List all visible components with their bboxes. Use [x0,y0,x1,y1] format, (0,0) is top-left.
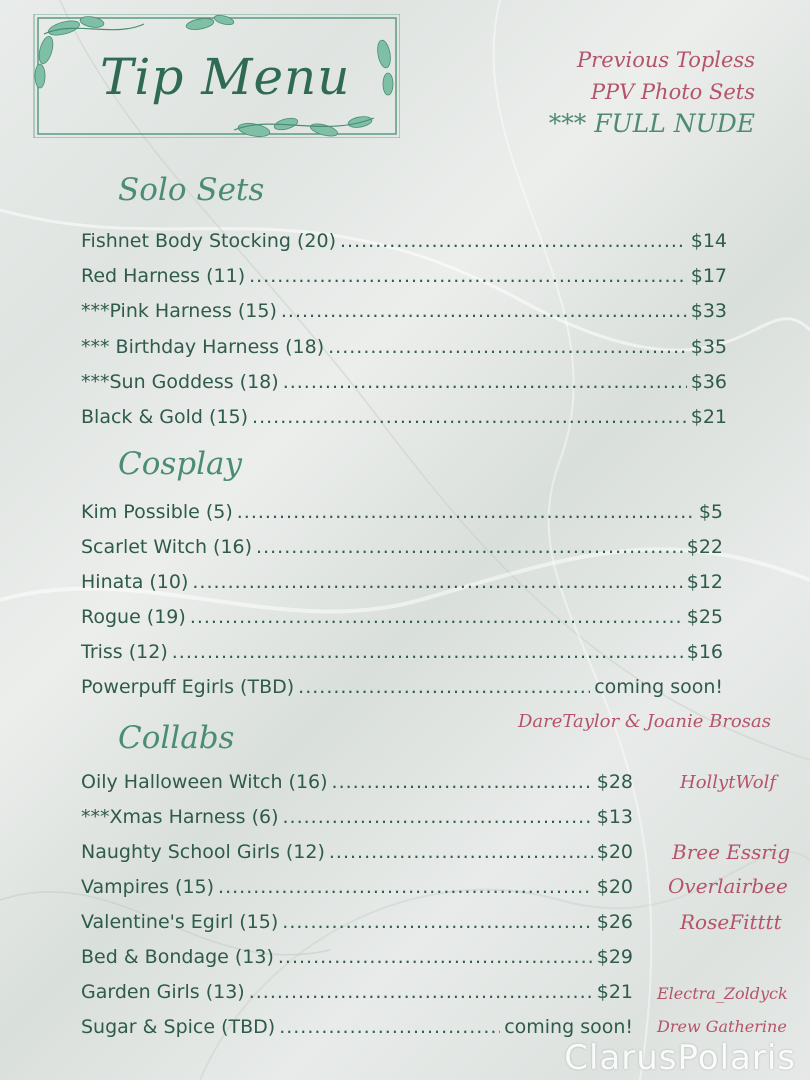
menu-item-row [81,265,727,287]
item-name: Red Harness (11) [81,265,246,287]
collab-partner-name: DareTaylor & Joanie Brosas [518,711,771,732]
item-name: Oily Halloween Witch (16) [81,771,328,793]
menu-item-row [81,641,723,663]
item-price: $25 [686,606,723,628]
dot-leader [283,806,593,828]
dot-leader [249,265,687,287]
section-heading-collabs: Collabs [118,720,235,756]
menu-item-row [81,841,633,863]
item-price: $22 [686,536,723,558]
dot-leader [190,606,683,628]
item-name: ***Pink Harness (15) [81,300,277,322]
menu-item-row [81,300,727,322]
dot-leader [298,676,590,698]
dot-leader [237,501,695,523]
item-price: $13 [596,806,633,828]
collab-partner-name: RoseFitttt [680,910,782,934]
item-name: ***Sun Goddess (18) [81,371,279,393]
item-name: Sugar & Spice (TBD) [81,1016,276,1038]
item-price: $20 [596,876,633,898]
menu-item-row [81,536,723,558]
menu-title: Tip Menu [100,48,351,106]
item-name: Bed & Bondage (13) [81,946,274,968]
menu-item-row [81,946,633,968]
dot-leader [328,336,687,358]
dot-leader [282,911,592,933]
item-price: $14 [690,230,727,252]
item-price: $5 [698,501,723,523]
promo-note [549,44,755,140]
menu-item-row [81,806,633,828]
menu-item-row [81,876,633,898]
dot-leader [279,1016,500,1038]
menu-item-row [81,911,633,933]
dot-leader [249,981,593,1003]
menu-item-row [81,371,727,393]
dot-leader [172,641,683,663]
menu-item-row [81,676,723,698]
collab-partner-name: HollytWolf [680,772,776,793]
item-price: $16 [686,641,723,663]
item-name: Triss (12) [81,641,168,663]
item-name: ***Xmas Harness (6) [81,806,279,828]
collab-partner-name: Bree Essrig [672,840,791,864]
item-price: $12 [686,571,723,593]
menu-item-row [81,501,723,523]
watermark: ClarusPolaris [564,1038,796,1078]
dot-leader [283,371,687,393]
item-price: coming soon! [504,1016,633,1038]
menu-item-row [81,336,727,358]
item-name: Kim Possible (5) [81,501,233,523]
item-name: Powerpuff Egirls (TBD) [81,676,295,698]
item-name: Vampires (15) [81,876,215,898]
item-name: *** Birthday Harness (18) [81,336,325,358]
item-name: Valentine's Egirl (15) [81,911,279,933]
dot-leader [329,841,593,863]
dot-leader [252,406,687,428]
item-price: $28 [596,771,633,793]
item-price: $21 [690,406,727,428]
collab-partner-name: Electra_Zoldyck [657,984,788,1003]
dot-leader [192,571,682,593]
item-price: $20 [596,841,633,863]
item-name: Scarlet Witch (16) [81,536,253,558]
item-price: coming soon! [594,676,723,698]
menu-item-row [81,981,633,1003]
item-name: Naughty School Girls (12) [81,841,325,863]
item-price: $33 [690,300,727,322]
menu-item-row [81,571,723,593]
item-price: $26 [596,911,633,933]
promo-line-1: Previous Topless [577,48,755,72]
menu-item-row [81,606,723,628]
item-price: $21 [596,981,633,1003]
section-heading-solo: Solo Sets [118,172,265,208]
item-name: Hinata (10) [81,571,189,593]
section-heading-cosplay: Cosplay [118,446,243,482]
promo-line-3: *** FULL NUDE [548,109,755,138]
menu-item-row [81,1016,633,1038]
dot-leader [332,771,593,793]
item-price: $35 [690,336,727,358]
item-name: Fishnet Body Stocking (20) [81,230,336,252]
collab-partner-name: Drew Gatherine [657,1017,787,1036]
item-name: Garden Girls (13) [81,981,245,1003]
menu-item-row [81,230,727,252]
collab-partner-name: Overlairbee [668,874,788,898]
menu-item-row [81,771,633,793]
menu-item-row [81,406,727,428]
item-name: Black & Gold (15) [81,406,249,428]
item-name: Rogue (19) [81,606,186,628]
dot-leader [256,536,683,558]
dot-leader [281,300,687,322]
promo-line-2: PPV Photo Sets [590,80,755,104]
item-price: $29 [596,946,633,968]
dot-leader [340,230,687,252]
item-price: $17 [690,265,727,287]
item-price: $36 [690,371,727,393]
dot-leader [218,876,593,898]
dot-leader [278,946,593,968]
